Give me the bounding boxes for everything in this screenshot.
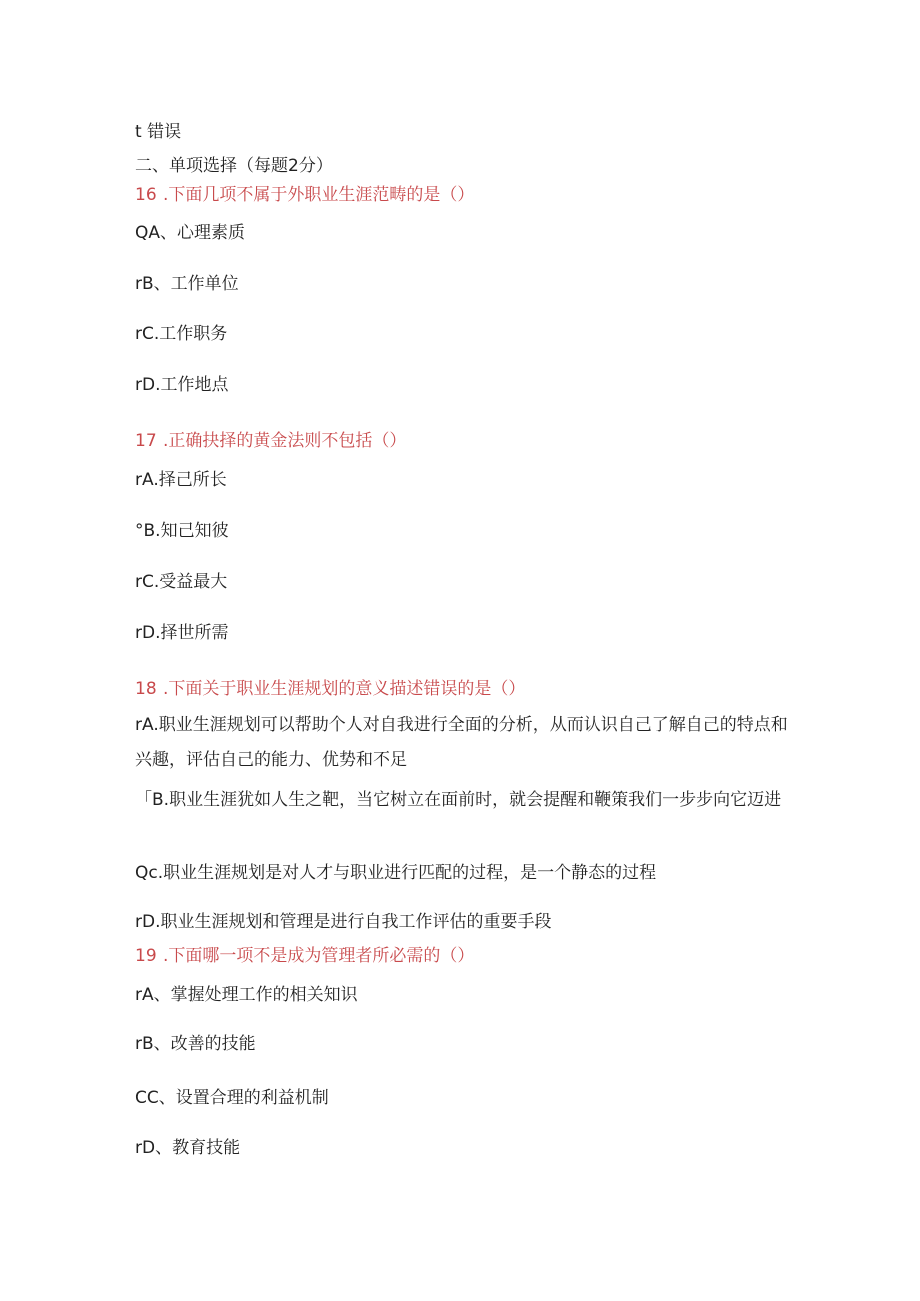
option-19-b[interactable]: rB、改善的技能 [135, 1034, 256, 1054]
question-number: 18 [135, 679, 157, 699]
option-19-a[interactable]: rA、掌握处理工作的相关知识 [135, 985, 358, 1005]
question-17 [135, 430, 406, 452]
question-16 [135, 184, 474, 206]
option-16-b[interactable]: rB、工作单位 [135, 274, 239, 294]
question-number: 19 [135, 946, 157, 966]
question-text: .正确抉择的黄金法则不包括（） [163, 431, 407, 451]
question-18 [135, 678, 525, 700]
option-18-a[interactable]: rA.职业生涯规划可以帮助个人对自我进行全面的分析，从而认识自己了解自己的特点和兴趣，评估自己的能力、优势和不足 [135, 715, 788, 770]
question-19 [135, 945, 474, 967]
option-17-c[interactable]: rC.受益最大 [135, 572, 228, 592]
question-number: 16 [135, 185, 157, 205]
question-text: .下面关于职业生涯规划的意义描述错误的是（） [163, 679, 526, 699]
previous-answer: t 错误 [135, 122, 182, 142]
section-title: 二、单项选择（每题2分） [135, 156, 333, 176]
option-19-c[interactable]: CC、设置合理的利益机制 [135, 1088, 329, 1108]
option-16-c[interactable]: rC.工作职务 [135, 324, 228, 344]
option-16-a[interactable]: QA、心理素质 [135, 223, 246, 243]
question-number: 17 [135, 431, 157, 451]
option-18-c[interactable]: Qc.职业生涯规划是对人才与职业进行匹配的过程，是一个静态的过程 [135, 863, 657, 883]
option-17-b[interactable]: °B.知己知彼 [135, 521, 229, 541]
question-text: .下面几项不属于外职业生涯范畴的是（） [163, 185, 475, 205]
option-18-d[interactable]: rD.职业生涯规划和管理是进行自我工作评估的重要手段 [135, 912, 552, 932]
option-17-d[interactable]: rD.择世所需 [135, 623, 229, 643]
option-19-d[interactable]: rD、教育技能 [135, 1138, 241, 1158]
option-18-b[interactable]: 「B.职业生涯犹如人生之靶，当它树立在面前时，就会提醒和鞭策我们一步步向它迈进 [135, 790, 782, 810]
option-16-d[interactable]: rD.工作地点 [135, 375, 229, 395]
option-17-a[interactable]: rA.择己所长 [135, 470, 227, 490]
question-text: .下面哪一项不是成为管理者所必需的（） [163, 946, 475, 966]
